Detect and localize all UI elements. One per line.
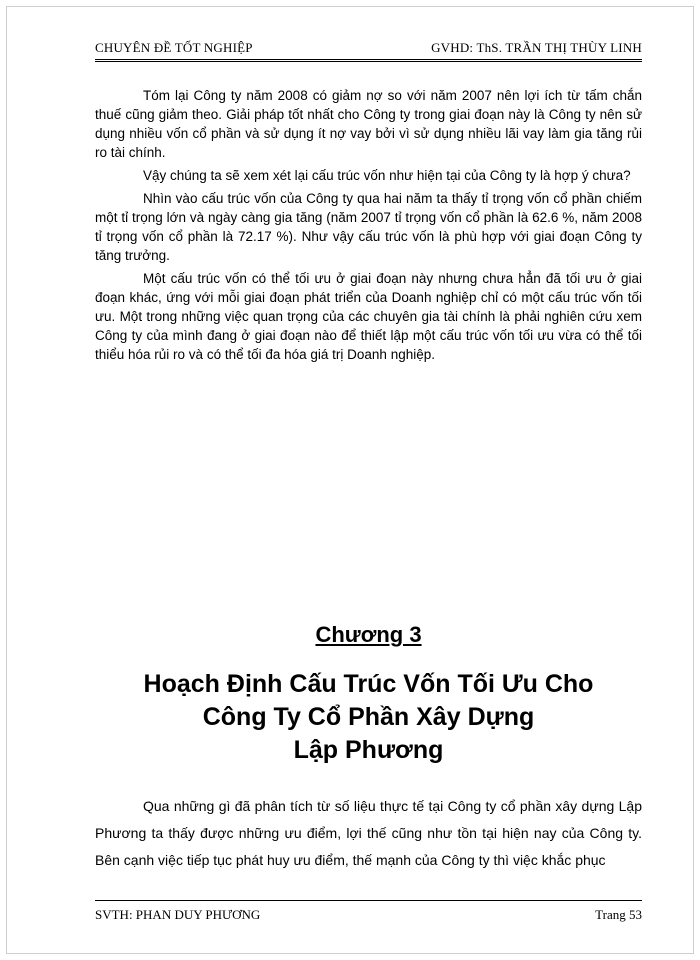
paragraph: Nhìn vào cấu trúc vốn của Công ty qua hai năm ta thấy tỉ trọng vốn cổ phần chiếm một tỉ trọng lớn và ngày càng gia tăng (năm 2007 tỉ trọng vốn cổ phần là 62.6 %, năm 2008 tỉ trọng vốn cổ phần là 72.17 %). Như vậy cấu trúc vốn là phù hợp với giai đoạn Công ty tăng trưởng. — [95, 191, 642, 263]
chapter-label: Chương 3 — [315, 622, 422, 647]
chapter-title-line: Công Ty Cổ Phần Xây Dựng — [202, 703, 535, 731]
chapter-title — [95, 668, 642, 767]
paragraph: Tóm lại Công ty năm 2008 có giảm nợ so với năm 2007 nên lợi ích từ tấm chắn thuế cũng giảm theo. Giải pháp tốt nhất cho Công ty trong giai đoạn này là Công ty nên sử dụng nhiều vốn cổ phần và sử dụng ít nợ vay bởi vì sử dụng nhiều lãi vay làm gia tăng rủi ro tài chính. — [95, 88, 642, 160]
chapter-intro — [95, 793, 642, 874]
chapter-heading — [95, 622, 642, 767]
paragraph: Một cấu trúc vốn có thể tối ưu ở giai đoạn này nhưng chưa hẳn đã tối ưu ở giai đoạn khác, ứng với mỗi giai đoạn phát triển của Doanh nghiệp chỉ có một cấu trúc vốn tối ưu. Một trong những việc quan trọng của các chuyên gia tài chính là phải nghiên cứu xem Công ty của mình đang ở giai đoạn nào để thiết lập một cấu trúc vốn tối ưu vừa có thể tối thiểu hóa rủi ro và có thể tối đa hóa giá trị Doanh nghiệp. — [95, 271, 642, 362]
page-footer — [95, 900, 642, 923]
paragraph: Vậy chúng ta sẽ xem xét lại cấu trúc vốn như hiện tại của Công ty là hợp ý chưa? — [143, 168, 631, 183]
header-right-text: GVHD: ThS. TRẦN THỊ THÙY LINH — [431, 40, 642, 55]
body-text — [95, 86, 642, 368]
chapter-title-line: Lập Phương — [293, 736, 444, 764]
intro-paragraph: Qua những gì đã phân tích từ số liệu thực tế tại Công ty cổ phần xây dựng Lập Phương ta thấy được những ưu điểm, lợi thế cũng như tồn tại hiện nay của Công ty. Bên cạnh việc tiếp tục phát huy ưu điểm, thế mạnh của Công ty thì việc khắc phục — [95, 798, 642, 868]
header-left-text: CHUYÊN ĐỀ TỐT NGHIỆP — [95, 40, 253, 55]
chapter-title-line: Hoạch Định Cấu Trúc Vốn Tối Ưu Cho — [143, 670, 594, 698]
footer-author: SVTH: PHAN DUY PHƯƠNG — [95, 907, 261, 922]
page-number: Trang 53 — [595, 907, 642, 922]
page-header — [95, 40, 642, 62]
